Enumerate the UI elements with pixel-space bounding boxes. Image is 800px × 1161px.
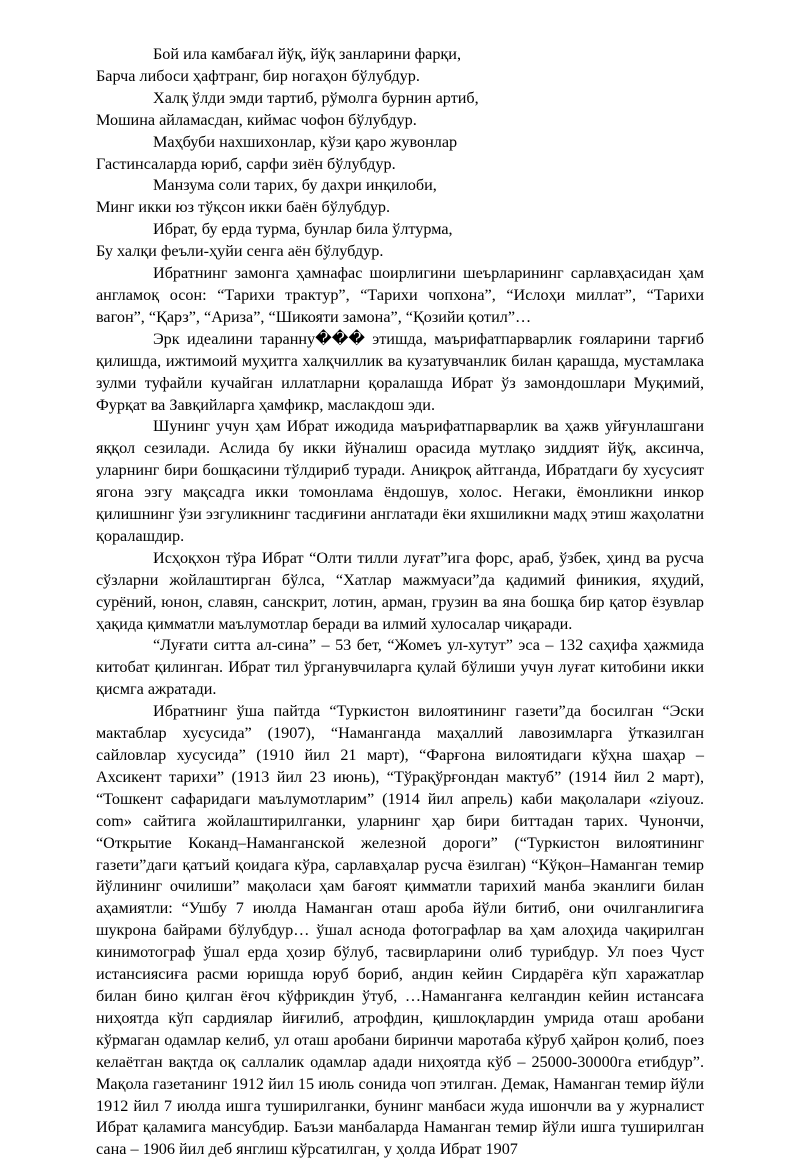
poem-line: Ибрат, бу ерда турма, бунлар била ўлтурма, bbox=[153, 220, 453, 239]
poem-line: Барча либоси ҳафтранг, бир ногаҳон бўлубдур. bbox=[96, 66, 420, 85]
paragraph: Ибратнинг ўша пайтда “Туркистон вилоятининг газети”да босилган “Эски мактаблар хусусида” (1907), “Наманганда маҳаллий лавозимларга ўтказилган сайловлар хусусида” (1910 йил 21 март), “Фарғона вилоятидаги кўҳна шаҳар – Ахсикент тарихи” (1913 йил 23 июнь), “Тўрақўрғондан мактуб” (1914 йил 2 март), “Тошкент сафаридаги маълумотларим” (1914 йил апрель) каби мақолалари «ziyouz. com» сайтига жойлаштирилганки, уларнинг ҳар бири биттадан тарих. Чунончи, “Открытие Коканд–Наманганской железной дороги” (“Туркистон вилоятининг газети”даги қатъий қоидага кўра, сарлавҳалар русча ёзилган) “Кўқон–Наманган темир йўлининг очилиши” мақоласи ҳам бағоят қимматли тарихий манба эканлиги билан аҳамиятли: “Ушбу 7 июлда Наманган оташ ароба йўли битиб, они очилганлигиға шукрона байрами бўлубдур… ўшал аснода фотографлар ва ҳам алоҳида чақирилган кинимотограф ўшал ерда ҳозир бўлуб, тасвирларини олиб турибдур. Ул поез Чуст истансиясиға расми юришда юруб бориб, андин кейин Сирдарёга кўп харажатлар билан бино қилган ёғоч кўфрикдин ўтуб, …Наманганға келгандин кейин истансаға ниҳоятда кўп сардиялар йиғилиб, атрофдин, қишлоқлардин умрида оташ аробани кўрмаган одамлар келиб, ул оташ аробани биринчи маротаба кўруб ҳайрон қолиб, поез келаётган вақтда оқ саллалик одамлар адади ниҳоятда кўб – 25000-30000га етибдур”. Мақола газетанинг 1912 йил 15 июль сонида чоп этилган. Демак, Наманган темир йўли 1912 йил 7 июлда ишга туширилганки, бунинг манбаси жуда ишончли ва у журналист Ибрат қаламига мансубдир. Баъзи манбаларда Наманган темир йўли ишга туширилган сана – 1906 йил деб янглиш кўрсатилган, у ҳолда Ибрат 1907 bbox=[96, 702, 704, 1159]
poem-block bbox=[96, 44, 704, 263]
paragraph: Эрк идеалини таранну��� этишда, маърифатпарварлик ғояларини тарғиб қилишда, ижтимоий муҳитга халқчиллик ва кузатувчанлик билан қарашда, мустамлака зулми туфайли кучайган иллатларни қоралашда Ибрат ўз замондошлари Муқимий, Фурқат ва Завқийларга ҳамфикр, маслакдош эди. bbox=[96, 329, 704, 414]
paragraph: “Луғати ситта ал-сина” – 53 бет, “Жомеъ ул-хутут” эса – 132 саҳифа ҳажмида китобат қилинган. Ибрат тил ўрганувчиларга қулай бўлиши учун луғат китобини икки қисмга ажратади. bbox=[96, 636, 704, 699]
paragraph: Ибратнинг замонга ҳамнафас шоирлигини шеърларининг сарлавҳасидан ҳам англамоқ осон: “Тарихи трактур”, “Тарихи чопхона”, “Ислоҳи миллат”, “Тарихи вагон”, “Қарз”, “Ариза”, “Шикояти замона”, “Қозийи қотил”… bbox=[96, 264, 704, 326]
poem-line: Маҳбуби нахшихонлар, кўзи қаро жувонлар bbox=[153, 132, 458, 151]
paragraph: Шунинг учун ҳам Ибрат ижодида маърифатпарварлик ва ҳажв уйғунлашгани яққол сезилади. Аслида бу икки йўналиш орасида мутлақо зиддият йўқ, аксинча, уларнинг бири бошқасини тўлдириб туради. Аниқроқ айтганда, Ибратдаги бу хусусият ягона эзгу мақсадга икки томонлама ёндошув, холос. Негаки, ёмонликни инкор қилишнинг ўзи эзгуликнинг тасдиғини англатади ёки яхшиликни мадҳ этиш жаҳолатни қоралашдир. bbox=[96, 417, 704, 545]
poem-line: Халқ ўлди эмди тартиб, рўмолга бурнин артиб, bbox=[153, 88, 479, 107]
poem-line: Мошина айламасдан, киймас чофон бўлубдур. bbox=[96, 110, 417, 129]
poem-line: Гастинсаларда юриб, сарфи зиён бўлубдур. bbox=[96, 154, 396, 173]
poem-line: Бу халқи феъли-ҳуйи сенга аён бўлубдур. bbox=[96, 242, 384, 261]
poem-line: Манзума соли тарих, бу дахри инқилоби, bbox=[153, 176, 437, 195]
poem-line: Минг икки юз тўқсон икки баён бўлубдур. bbox=[96, 198, 391, 217]
paragraph: Исҳоқхон тўра Ибрат “Олти тилли луғат”ига форс, араб, ўзбек, ҳинд ва русча сўзларни жойлаштирган бўлса, “Хатлар мажмуаси”да қадимий финикия, яҳудий, сурёний, юнон, славян, санскрит, лотин, арман, грузин ва яна бошқа бир қатор ёзувлар ҳақида қимматли маълумотлар беради ва илмий хулосалар чиқаради. bbox=[96, 548, 704, 633]
body-text bbox=[96, 263, 704, 1161]
poem-line: Бой ила камбағал йўқ, йўқ занларини фарқи, bbox=[153, 45, 461, 63]
document-page bbox=[96, 44, 704, 1161]
